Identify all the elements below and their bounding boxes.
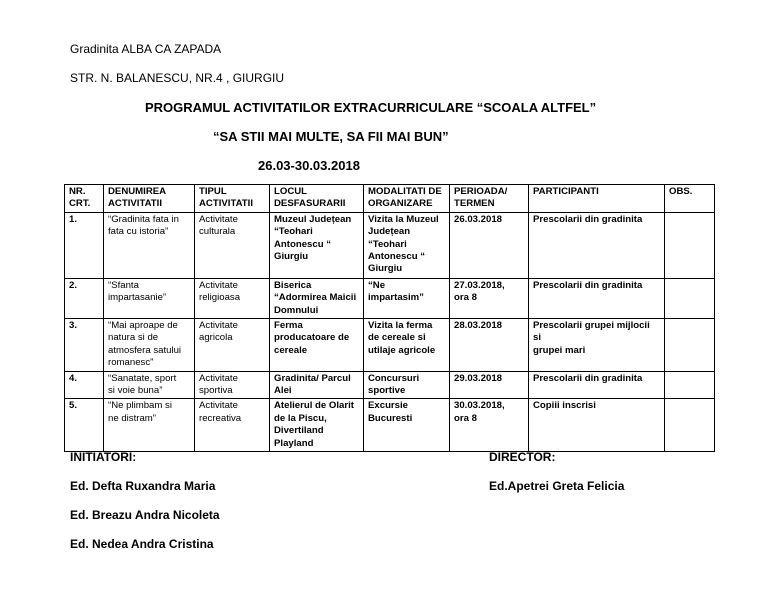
column-header-text: PARTICIPANTI xyxy=(533,186,599,197)
participants-cell xyxy=(529,212,665,278)
organization-mode-cell xyxy=(364,319,450,372)
activity-location-text: Giurgiu xyxy=(274,251,309,263)
organization-mode-text: Vizita la ferma xyxy=(368,320,433,332)
activity-name-text: si voie buna” xyxy=(108,385,163,397)
organization-mode-text: sportive xyxy=(368,385,406,397)
activity-location-text: Gradinita/ Parcul xyxy=(274,372,351,384)
organization-mode-text: “Ne xyxy=(368,279,386,291)
activity-date-text: 28.03.2018 xyxy=(454,320,503,332)
activity-date-text: 29.03.2018 xyxy=(454,372,503,384)
participants-text: grupei mari xyxy=(533,344,586,356)
activity-location-text: Alei xyxy=(274,385,292,397)
activity-date-text: 30.03.2018, xyxy=(454,400,505,412)
activity-name-text: ne distram” xyxy=(108,412,156,424)
activity-type-cell xyxy=(195,399,270,452)
initiator-name: Ed. Nedea Andra Cristina xyxy=(70,537,214,551)
activity-location-text: Domnului xyxy=(274,304,319,316)
activity-name-text: romanesc” xyxy=(108,357,154,369)
column-header xyxy=(270,185,364,213)
column-header-text: DENUMIREA xyxy=(108,186,167,197)
column-header-text: ACTIVITATII xyxy=(199,198,254,210)
organization-mode-text: de cereale si xyxy=(368,332,426,344)
activity-type-text: agricola xyxy=(199,332,233,344)
activity-location-text: cereale xyxy=(274,344,308,356)
document-period: 26.03-30.03.2018 xyxy=(258,158,360,173)
activity-location-text: Divertiland xyxy=(274,425,324,437)
activity-location-cell xyxy=(270,319,364,372)
activity-name-text: atmosfera satului xyxy=(108,344,182,356)
participants-cell xyxy=(529,319,665,372)
activity-type-text: recreativa xyxy=(199,412,242,424)
activity-name-text: impartasanie” xyxy=(108,292,167,304)
participants-text: Prescolarii din gradinita xyxy=(533,372,643,384)
activity-location-text: Biserica xyxy=(274,279,312,291)
activity-location-text: de la Piscu, xyxy=(274,412,327,424)
activity-name-text: “Ne plimbam si xyxy=(108,400,172,412)
column-header xyxy=(65,185,104,213)
activity-name-text: “Sfanta xyxy=(108,279,139,291)
director-label: DIRECTOR: xyxy=(489,450,556,464)
activity-location-text: Playland xyxy=(274,437,314,449)
initiator-name: Ed. Breazu Andra Nicoleta xyxy=(70,508,220,522)
activity-name-text: “Gradinita fata in xyxy=(108,213,179,225)
activity-location-text: “Adormirea Maicii xyxy=(274,292,357,304)
row-number-cell xyxy=(65,399,104,452)
organization-mode-text: utilaje agricole xyxy=(368,344,436,356)
table-row xyxy=(65,371,715,399)
column-header-text: OBS. xyxy=(669,186,693,197)
observations-cell xyxy=(665,278,715,318)
column-header-text: ACTIVITATII xyxy=(108,198,163,210)
initiators-label: INITIATORI: xyxy=(70,450,137,464)
organization-mode-text: Antonescu “ xyxy=(368,251,426,263)
activity-type-cell xyxy=(195,212,270,278)
activity-type-cell xyxy=(195,319,270,372)
participants-text: Prescolarii din gradinita xyxy=(533,279,643,291)
activity-type-text: religioasa xyxy=(199,292,241,304)
organization-mode-text: “Teohari xyxy=(368,238,407,250)
activity-type-text: culturala xyxy=(199,226,236,238)
activity-name-text: “Sanatate, sport xyxy=(108,372,177,384)
observations-cell xyxy=(665,371,715,399)
participants-cell xyxy=(529,371,665,399)
organization-mode-cell xyxy=(364,399,450,452)
activity-location-cell xyxy=(270,212,364,278)
activity-date-text: 26.03.2018 xyxy=(454,213,503,225)
activity-name-cell xyxy=(104,212,195,278)
activity-type-cell xyxy=(195,371,270,399)
observations-cell xyxy=(665,319,715,372)
observations-cell xyxy=(665,212,715,278)
activity-name-cell xyxy=(104,371,195,399)
activity-date-cell xyxy=(450,371,529,399)
activity-name-cell xyxy=(104,319,195,372)
activity-location-cell xyxy=(270,399,364,452)
director-name: Ed.Apetrei Greta Felicia xyxy=(489,479,625,493)
activity-type-cell xyxy=(195,278,270,318)
activity-location-text: “Teohari xyxy=(274,226,313,238)
document-title: PROGRAMUL ACTIVITATILOR EXTRACURRICULARE “SCOALA ALTFEL” xyxy=(145,100,597,115)
column-header xyxy=(529,185,665,213)
participants-text: Prescolarii din gradinita xyxy=(533,213,643,225)
activity-type-text: Activitate xyxy=(199,372,238,384)
organization-mode-text: Bucuresti xyxy=(368,412,413,424)
column-header-text: ORGANIZARE xyxy=(368,198,433,210)
activities-table xyxy=(64,184,715,452)
organization-mode-text: Județean xyxy=(368,226,411,238)
column-header-text: PERIOADA/ xyxy=(454,186,508,197)
activity-location-text: producatoare de xyxy=(274,332,350,344)
activity-type-text: sportiva xyxy=(199,385,233,397)
activity-date-text: ora 8 xyxy=(454,412,477,424)
organization-mode-text: impartasim” xyxy=(368,292,424,304)
row-number-text: 3. xyxy=(69,320,78,332)
activity-location-text: Atelierul de Olarit xyxy=(274,400,354,412)
activity-type-text: Activitate xyxy=(199,400,238,412)
organization-mode-cell xyxy=(364,278,450,318)
column-header-text: DESFASURARII xyxy=(274,198,346,210)
activity-date-cell xyxy=(450,399,529,452)
table-row xyxy=(65,278,715,318)
activity-type-text: Activitate xyxy=(199,279,238,291)
activity-type-text: Activitate xyxy=(199,320,238,332)
activity-name-text: fata cu istoria” xyxy=(108,226,169,238)
column-header xyxy=(104,185,195,213)
column-header xyxy=(364,185,450,213)
participants-cell xyxy=(529,278,665,318)
row-number-text: 2. xyxy=(69,279,78,291)
school-address: STR. N. BALANESCU, NR.4 , GIURGIU xyxy=(70,71,285,85)
activity-location-cell xyxy=(270,371,364,399)
activity-location-cell xyxy=(270,278,364,318)
school-name: Gradinita ALBA CA ZAPADA xyxy=(70,42,222,56)
organization-mode-cell xyxy=(364,371,450,399)
row-number-text: 4. xyxy=(69,372,78,384)
column-header xyxy=(450,185,529,213)
column-header-text: LOCUL xyxy=(274,186,308,197)
participants-text: Copiii inscrisi xyxy=(533,400,596,412)
table-header-row xyxy=(65,185,715,213)
table-row xyxy=(65,212,715,278)
activity-name-cell xyxy=(104,399,195,452)
row-number-cell xyxy=(65,212,104,278)
row-number-text: 1. xyxy=(69,213,78,225)
activity-name-text: natura si de xyxy=(108,332,159,344)
activity-date-text: ora 8 xyxy=(454,292,477,304)
activity-date-text: 27.03.2018, xyxy=(454,279,505,291)
organization-mode-cell xyxy=(364,212,450,278)
row-number-cell xyxy=(65,278,104,318)
activity-type-text: Activitate xyxy=(199,213,238,225)
table-row xyxy=(65,319,715,372)
observations-cell xyxy=(665,399,715,452)
activity-name-text: “Mai aproape de xyxy=(108,320,178,332)
activity-location-text: Antonescu “ xyxy=(274,238,332,250)
column-header-text: NR. xyxy=(69,186,86,197)
activity-date-cell xyxy=(450,278,529,318)
document-motto: “SA STII MAI MULTE, SA FII MAI BUN” xyxy=(213,129,449,144)
participants-text: Prescolarii grupei mijlocii si xyxy=(533,320,650,344)
column-header-text: TERMEN xyxy=(454,198,495,210)
activity-date-cell xyxy=(450,212,529,278)
column-header-text: MODALITATI DE xyxy=(368,186,442,197)
row-number-cell xyxy=(65,319,104,372)
activity-date-cell xyxy=(450,319,529,372)
column-header xyxy=(195,185,270,213)
organization-mode-text: Excursie xyxy=(368,400,409,412)
column-header-text: TIPUL xyxy=(199,186,227,197)
table-row xyxy=(65,399,715,452)
participants-cell xyxy=(529,399,665,452)
activity-location-text: Muzeul Județean xyxy=(274,213,352,225)
column-header xyxy=(665,185,715,213)
row-number-cell xyxy=(65,371,104,399)
organization-mode-text: Concursuri xyxy=(368,372,420,384)
row-number-text: 5. xyxy=(69,400,78,412)
organization-mode-text: Giurgiu xyxy=(368,263,403,275)
column-header-text: CRT. xyxy=(69,198,91,210)
activity-name-cell xyxy=(104,278,195,318)
activity-location-text: Ferma xyxy=(274,320,303,332)
organization-mode-text: Vizita la Muzeul xyxy=(368,213,439,225)
initiator-name: Ed. Defta Ruxandra Maria xyxy=(70,479,216,493)
